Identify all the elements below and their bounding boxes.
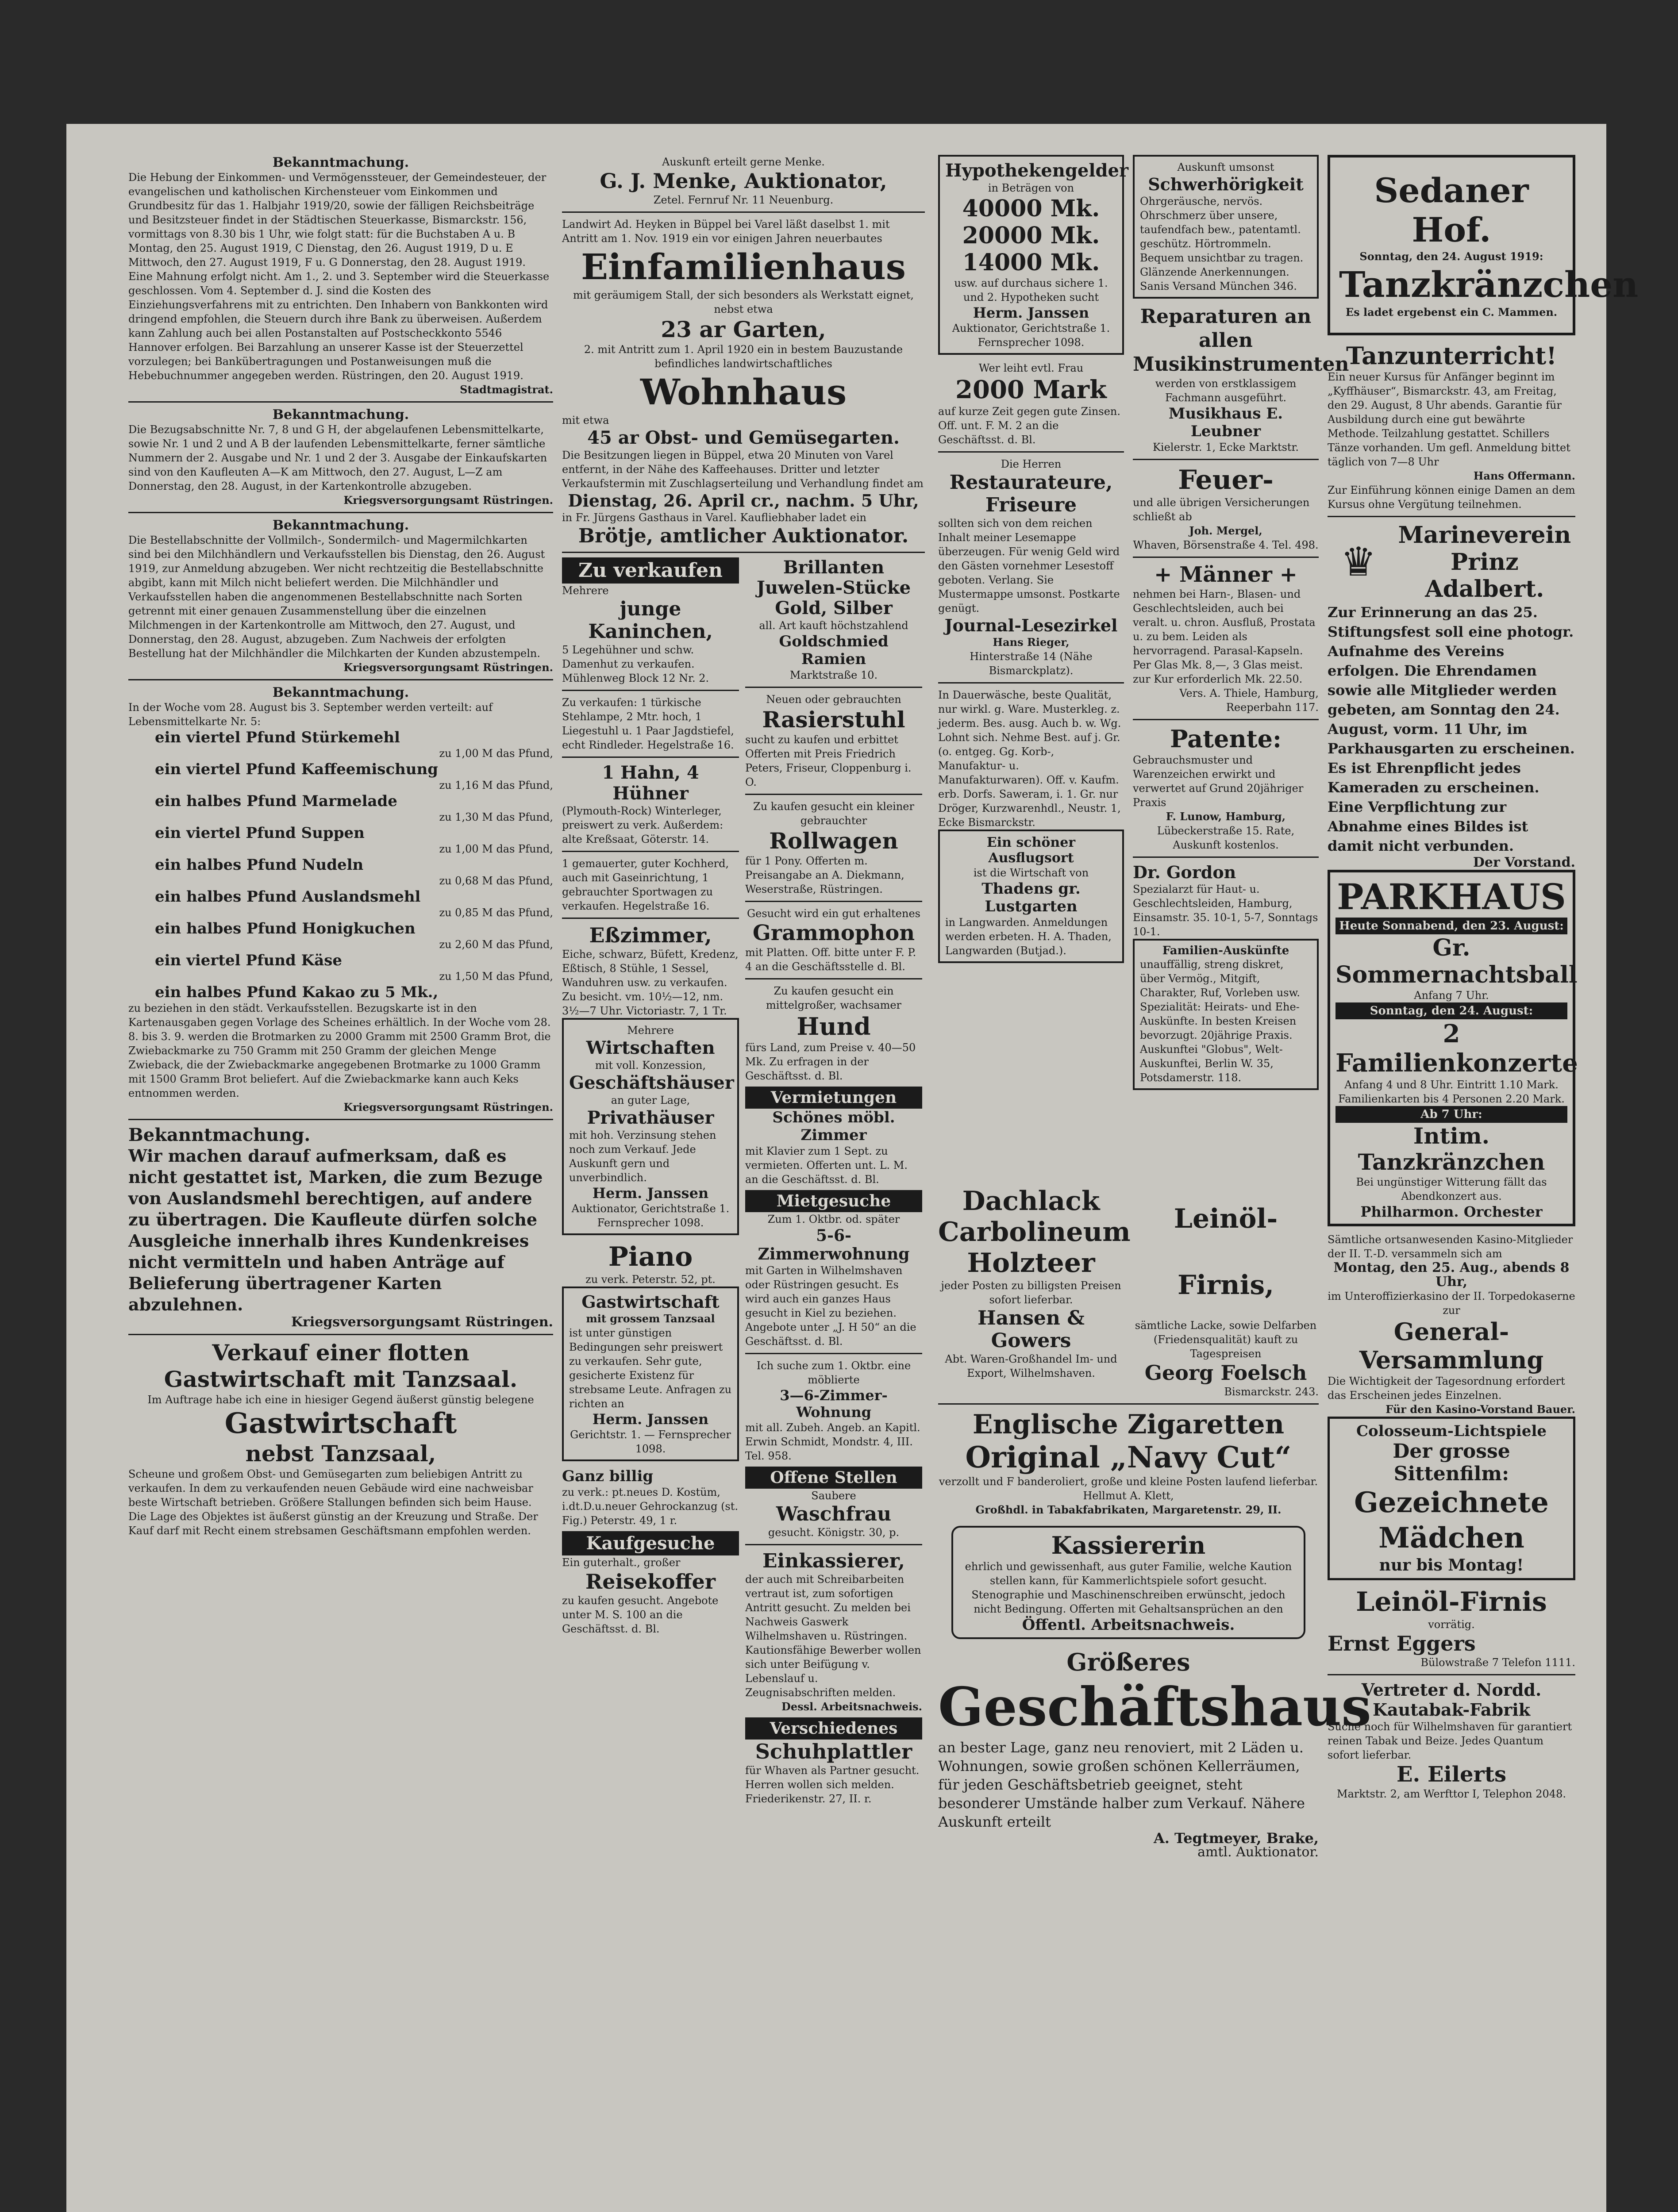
section-banner: Mietgesuche bbox=[745, 1190, 922, 1212]
ad-headline: Intim. Tanzkränzchen bbox=[1358, 1123, 1545, 1175]
ad-headline: 2000 Mark bbox=[955, 375, 1107, 404]
notice-text: In der Woche vom 28. August bis 3. September werden verteilt: auf Lebensmittelkarte Nr. 5: bbox=[128, 701, 493, 728]
ad-headline: 2 Familienkonzerte bbox=[1335, 1019, 1578, 1078]
notice-title: Bekanntmachung. bbox=[272, 155, 409, 170]
notice-signature: Kriegsversorgungsamt Rüstringen. bbox=[343, 1101, 553, 1114]
ad-text: 1 gemauerter, guter Kochherd, auch mit Gaseinrichtung, 1 gebrauchter Sportwagen zu verkaufen. Hegelstraße 16. bbox=[562, 857, 729, 912]
ad-headline: Marineverein bbox=[1398, 522, 1571, 549]
ad-headline: 23 ar Garten, bbox=[661, 316, 826, 342]
ad-headline: Einfamilienhaus bbox=[581, 246, 906, 288]
sale-subheadline: nebst Tanzsaal, bbox=[245, 1440, 436, 1467]
divider bbox=[562, 918, 739, 919]
column-3: Hypothekengelder in Beträgen von 40000 Mk. 20000 Mk. 14000 Mk. usw. auf durchaus sichere 1. und 2. Hypotheken sucht Herm. Janssen Auktionator, Gerichtstraße 1. Fernsprecher 1098. Wer leiht evtl. Frau 2000 Mark auf kurze Zeit gegen gute Zinsen. Off. unt. F. M. 2 an die Geschäftsst. d. Bl. Die Herren Restaurateure, Friseure sollten sich von dem reichen Inhalt meiner Lesemappe überzeugen. Für wenig Geld wird den Gästen vornehmer Lesestoff geboten. Verlang. Sie Mustermappe umsonst. Postkarte genügt. Journal-Lesezirkel Hans Rieger, Hinterstraße 14 (Nähe Bismarckplatz). In Dauerwäsche, beste Qualität, nur wirkl. g. Ware. Musterkleg. z. jederm. Bes. ausg. Auch b. w. Wg. Lohnt sich. Nehme Best. auf j. Gr. (o. entgeg. Gg. Korb-, Manufaktur- u. Manufakturwaren). Off. v. Kaufm. erb. Dorfs. Saweram, i. 1. Gr. nur Dröger, Kurzwarenhdl., Neustr. 1, Ecke Bismarckstr. Ein schöner Ausflugsort ist die Wirtschaft von Thadens gr. Lustgarten in Langwarden. Anmeldungen werden erbeten. H. A. Thaden, Langwarden (Butjad.). bbox=[938, 155, 1124, 1190]
divider bbox=[745, 1544, 922, 1545]
notice-title: Bekanntmachung. bbox=[128, 1125, 311, 1145]
ad-headline: Geschäftshaus bbox=[938, 1676, 1371, 1738]
ad-text: mit geräumigem Stall, der sich besonders als Werkstatt eignet, nebst etwa bbox=[573, 289, 914, 315]
ad-text: 2. mit Antritt zum 1. April 1920 ein in bestem Bauzustande befindliches landwirtschaftliches bbox=[584, 343, 903, 370]
parkhaus-ad: PARKHAUS Heute Sonnabend, den 23. August: Gr. Sommernachtsball Anfang 7 Uhr. Sonntag, den 24. August: 2 Familienkonzerte Anfang 4 und 8 Uhr. Eintritt 1.10 Mark. Familienkarten bis 4 Personen 2.20 Mark. Ab 7 Uhr: Intim. Tanzkränzchen Bei ungünstiger Witterung fällt das Abendkonzert aus. Philharmon. Orchester bbox=[1328, 870, 1575, 1226]
notice-title: Bekanntmachung. bbox=[272, 518, 409, 533]
ad-headline: Feuer- bbox=[1178, 465, 1274, 495]
ad-headline: Hund bbox=[797, 1012, 871, 1041]
ad-headline: Wohnhaus bbox=[640, 371, 847, 413]
ad-headline: Rollwagen bbox=[769, 828, 898, 854]
divider bbox=[1133, 719, 1319, 720]
ration-list bbox=[128, 729, 553, 1001]
ad-headline: Ein schöner Ausflugsort bbox=[986, 835, 1076, 866]
ad-headline: Privathäuser bbox=[587, 1107, 714, 1128]
marine-title bbox=[1394, 522, 1575, 603]
ad-headline: Tanzkränzchen bbox=[1339, 264, 1639, 305]
ad-headline: Carbolineum bbox=[938, 1217, 1131, 1248]
ad-headline: Eßzimmer, bbox=[589, 923, 712, 947]
ad-headline: Schwerhörigkeit bbox=[1148, 174, 1304, 194]
ad-headline: Wirtschaften bbox=[586, 1037, 715, 1058]
ad-headline: Holzteer bbox=[967, 1248, 1095, 1279]
notice-title: Bekanntmachung. bbox=[272, 685, 409, 700]
ad-headline: Patente: bbox=[1170, 725, 1282, 753]
ad-signature: Musikhaus E. Leubner bbox=[1168, 405, 1283, 440]
notice-text: Die Bezugsabschnitte Nr. 7, 8 und G H, der abgelaufenen Lebensmittelkarte, sowie Nr. 1 und 2 und A B der laufenden Lebensmittelkarte, ferner sämtliche Nummern der 2. Ausgabe und Nr. 1 und 2 der 3. Ausgabe der Einkaufskarten sind von den Kaufleuten A—K am Mittwoch, den 27. August, L—Z am Donnerstag, den 28. August, in der Kartenkontrolle abzugeben. bbox=[128, 423, 547, 492]
divider bbox=[128, 512, 553, 513]
divider bbox=[745, 978, 922, 979]
column-4: Auskunft umsonst Schwerhörigkeit Ohrgeräusche, nervös. Ohrschmerz über unsere, taufendfach bew., patentamtl. geschütz. Hörtrommeln. Bequem unsichtbar zu tragen. Glänzende Anerkennungen. Sanis Versand München 346. Reparaturen an allen Musikinstrumenten werden von erstklassigem Fachmann ausgeführt. Musikhaus E. Leubner Kielerstr. 1, Ecke Marktstr. Feuer- und alle übrigen Versicherungen schließt ab Joh. Mergel, Whaven, Börsenstraße 4. Tel. 498. + Männer + nehmen bei Harn-, Blasen- und Geschlechtsleiden, auch bei veralt. u. chron. Ausfluß, Prostata u. zu bem. Leiden als hervorragend. Parasal-Kapseln. Per Glas Mk. 8,—, 3 Glas meist. zur Kur erforderlich Mk. 22.50. Vers. A. Thiele, Hamburg, Reeperbahn 117. Patente: Gebrauchsmuster und Warenzeichen erwirkt und verwertet auf Grund 20jähriger Praxis F. Lunow, Hamburg, Lübeckerstraße 15. Rate, Auskunft kostenlos. Dr. Gordon Spezialarzt für Haut- u. Geschlechtsleiden, Hamburg, Einsamstr. 35. 10-1, 5-7, Sonntags 10-1. Familien-Auskünfte unauffällig, streng diskret, über Vermög., Mitgift, Charakter, Ruf, Vorleben usw. Spezialität: Heirats- und Ehe-Auskünfte. In besten Kreisen bevorzugt. 20jährige Praxis. Auskunftei "Globus", Welt-Auskunftei, Berlin W. 35, Potsdamerstr. 118. bbox=[1133, 155, 1319, 1190]
list-item: ein halbes Pfund Auslandsmehl zu 0,85 M das Pfund, bbox=[155, 888, 553, 919]
amount: 40000 Mk. bbox=[962, 195, 1100, 222]
ad-headline: Rasierstuhl bbox=[762, 707, 905, 733]
ad-headline: Schuhplattler bbox=[755, 1740, 912, 1763]
ad-signature: Herm. Janssen bbox=[592, 1411, 709, 1428]
sale-headline: Gastwirtschaft bbox=[224, 1407, 457, 1440]
notice-signature: Kriegsversorgungsamt Rüstringen. bbox=[343, 661, 553, 674]
ad-headline: Kassiererin bbox=[1051, 1531, 1206, 1559]
divider bbox=[562, 552, 925, 553]
divider bbox=[128, 1334, 553, 1335]
list-item: ein viertel Pfund Kaffeemischung zu 1,16 M das Pfund, bbox=[155, 760, 553, 791]
amount: 14000 Mk. bbox=[962, 249, 1100, 276]
divider bbox=[745, 794, 922, 795]
divider bbox=[1133, 856, 1319, 858]
wide-block: Dachlack Carbolineum Holzteer jeder Posten zu billigsten Preisen sofort lieferbar. Hansen & Gowers Abt. Waren-Großhandel Im- und Export, Wilhelmshaven. Leinöl-Firnis, sämtliche Lacke, sowie Delfarben (Friedensqualität) kauft zu Tagespreisen Georg Foelsch Bismarckstr. 243. Englische Zigaretten Original „Navy Cut“ verzollt und F banderoliert, große und kleine Posten laufend lieferbar. Hellmut A. Klett, Großhdl. in Tabakfabrikaten, Margaretenstr. 29, II. Kassiererin ehrlich und gewissenhaft, aus guter Familie, welche Kaution stellen kann, für Kammerlichtspiele sofort gesucht. Stenographie und Maschinenschreiben erwünscht, jedoch nicht Bedingung. Offerten mit Gehaltsansprüchen an den Öffentl. Arbeitsnachweis. Größeres Geschäftshaus an bester Lage, ganz neu renoviert, mit 2 Läden u. Wohnungen, sowie großen schönen Kellerräumen, für jeden Geschäftsbetrieb geeignet, steht besonderer Umstände halber zum Verkauf. Nähere Auskunft erteilt A. Tegtmeyer, Brake, amtl. Auktionator. bbox=[938, 1186, 1371, 1860]
ad-signature: Ernst Eggers bbox=[1328, 1632, 1476, 1655]
section-banner: Kaufgesuche bbox=[562, 1531, 739, 1555]
ad-headline: Leinöl-Firnis bbox=[1356, 1586, 1547, 1617]
ad-headline: Reisekoffer bbox=[585, 1570, 716, 1594]
divider bbox=[938, 1403, 1319, 1405]
ad-text: 5 Legehühner und schw. Damenhut zu verkaufen. Mühlenweg Block 12 Nr. 2. bbox=[562, 644, 709, 684]
wide-row bbox=[938, 1186, 1319, 1399]
divider bbox=[938, 682, 1124, 684]
hearing-ad: Auskunft umsonst Schwerhörigkeit Ohrgeräusche, nervös. Ohrschmerz über unsere, taufendfach bew., patentamtl. geschütz. Hörtrommeln. Bequem unsichtbar zu tragen. Glänzende Anerkennungen. Sanis Versand München 346. bbox=[1133, 155, 1319, 299]
sedaner-hof-ad: Sedaner Hof. Sonntag, den 24. August 1919: Tanzkränzchen Es ladet ergebenst ein C. Mammen. bbox=[1328, 155, 1575, 335]
ad-headline: Dachlack bbox=[962, 1186, 1100, 1217]
ad-headline: Grammophon bbox=[752, 921, 915, 945]
ad-headline: Gezeichnete Mädchen bbox=[1354, 1486, 1549, 1555]
divider bbox=[1133, 459, 1319, 460]
ad-headline: 45 ar Obst- und Gemüsegarten. bbox=[587, 427, 900, 448]
section-banner: Zu verkaufen bbox=[562, 557, 739, 584]
divider bbox=[1328, 516, 1575, 517]
marine-header bbox=[1328, 522, 1575, 603]
list-item: ein halbes Pfund Honigkuchen zu 2,60 M das Pfund, bbox=[155, 920, 553, 951]
ad-headline: Vertreter d. Nordd. Kautabak-Fabrik bbox=[1361, 1680, 1542, 1720]
ad-text: Eiche, schwarz, Büfett, Kredenz, Eßtisch, 8 Stühle, 1 Sessel, Wanduhren usw. zu verkaufen. Zu besicht. vm. 10½—12, nm. 3½—7 Uhr. Victoriastr. 7, 1 Tr. bbox=[562, 948, 739, 1017]
ad-headline: Gastwirtschaft bbox=[581, 1292, 720, 1312]
ad-headline: Prinz Adalbert. bbox=[1425, 549, 1544, 603]
divider bbox=[745, 687, 922, 688]
list-item: ein viertel Pfund Stürkemehl zu 1,00 M das Pfund, bbox=[155, 729, 553, 760]
ad-text: Mehrere bbox=[562, 584, 609, 597]
ad-headline: Geschäftshäuser bbox=[569, 1072, 734, 1093]
ad-intro: Größeres bbox=[1066, 1648, 1190, 1676]
ad-headline: Restaurateure, bbox=[949, 471, 1113, 494]
auctioneer-address: Zetel. Fernruf Nr. 11 Neuenburg. bbox=[653, 194, 834, 206]
column-1 bbox=[128, 155, 553, 2212]
ad-headline: Dr. Gordon bbox=[1133, 862, 1236, 882]
list-item: ein halbes Pfund Kakao zu 5 Mk., bbox=[155, 983, 439, 1001]
detective-ad: Familien-Auskünfte unauffällig, streng diskret, über Vermög., Mitgift, Charakter, Ruf, Vorleben usw. Spezialität: Heirats- und Ehe-Auskünfte. In besten Kreisen bevorzugt. 20jährige Praxis. Auskunftei "Globus", Welt-Auskunftei, Berlin W. 35, Potsdamerstr. 118. bbox=[1133, 939, 1319, 1090]
list-item: ein viertel Pfund Käse zu 1,50 M das Pfund, bbox=[155, 952, 553, 983]
ad-headline: Journal-Lesezirkel bbox=[944, 615, 1118, 635]
linseed-ad: Leinöl-Firnis, sämtliche Lacke, sowie Delfarben (Friedensqualität) kauft zu Tagespreisen Georg Foelsch Bismarckstr. 243. bbox=[1133, 1186, 1319, 1399]
amount: 20000 Mk. bbox=[962, 222, 1100, 249]
ad-headline: Friseure bbox=[985, 494, 1077, 516]
ad-headline: General-Versammlung bbox=[1359, 1317, 1544, 1374]
ad-headline: Hypothekengelder bbox=[945, 160, 1129, 181]
ad-headline: Familien-Auskünfte bbox=[1162, 944, 1289, 957]
excursion-ad: Ein schöner Ausflugsort ist die Wirtschaft von Thadens gr. Lustgarten in Langwarden. Anmeldungen werden erbeten. H. A. Thaden, Langwarden (Butjad.). bbox=[938, 830, 1124, 963]
ad-text: (Plymouth-Rock) Winterleger, preiswert zu verk. Außerdem: alte Kreßsaat, Göterstr. 14. bbox=[562, 805, 724, 845]
ad-signature: Philharmon. Orchester bbox=[1360, 1203, 1543, 1220]
ad-text: Zu verkaufen: 1 türkische Stehlampe, 2 Mtr. hoch, 1 Liegestuhl u. 1 Paar Jagdstiefel, echt Rindleder. Hegelstraße 16. bbox=[562, 696, 734, 751]
list-item: ein halbes Pfund Nudeln zu 0,68 M das Pfund, bbox=[155, 856, 553, 887]
notice-title: Bekanntmachung. bbox=[272, 407, 409, 422]
list-item: ein viertel Pfund Suppen zu 1,00 M das Pfund, bbox=[155, 824, 553, 855]
ad-signature: Herm. Janssen bbox=[973, 304, 1089, 321]
ad-headline: Reparaturen an allen Musikinstrumenten bbox=[1133, 305, 1349, 376]
ad-headline: Piano bbox=[608, 1241, 693, 1272]
notice-signature: Stadtmagistrat. bbox=[460, 383, 553, 396]
ad-date: Dienstag, 26. April cr., nachm. 5 Uhr, bbox=[568, 491, 919, 511]
crown-icon: ♛ bbox=[1340, 538, 1377, 585]
sale-intro: Im Auftrage habe ich eine in hiesiger Gegend äußerst günstig belegene bbox=[147, 1394, 534, 1406]
ad-signature: Hansen & Gowers bbox=[978, 1307, 1085, 1352]
column-5: Sedaner Hof. Sonntag, den 24. August 1919: Tanzkränzchen Es ladet ergebenst ein C. Mammen. Tanzunterricht! Ein neuer Kursus für Anfänger beginnt im „Kyffhäuser“, Bismarckstr. 43, am Freitag, den 29. August, 8 Uhr abends. Garantie für Ausbildung durch eine gut bewährte Methode. Teilzahlung gestattet. Schillers Tänze vorhanden. Um gefl. Anmeldung bittet täglich von 7—8 Uhr Hans Offermann. Zur Einführung können einige Damen an dem Kursus ohne Vergütung teilnehmen. ♛ Marineverein Prinz Adalbert. Zur Erinnerung an das 25. Stiftungsfest soll eine photogr. Aufnahme des Vereins erfolgen. Die Ehrendamen sowie alle Mitglieder werden gebeten, am Sonntag den 24. August, vorm. 11 Uhr, im Parkhausgarten zu erscheinen. Es ist Ehrenpflicht jedes Kameraden zu erscheinen. Eine Verpflichtung zur Abnahme eines Bildes ist damit nicht verbunden. Der Vorstand. PARKHAUS Heute Sonnabend, den 23. August: Gr. Sommernachtsball Anfang 7 Uhr. Sonntag, den 24. August: 2 Familienkonzerte Anfang 4 und 8 Uhr. Eintritt 1.10 Mark. Familienkarten bis 4 Personen 2.20 Mark. Ab 7 Uhr: Intim. Tanzkränzchen Bei ungünstiger Witterung fällt das Abendkonzert aus. Philharmon. Orchester Sämtliche ortsanwesenden Kasino-Mitglieder der II. T.-D. versammeln sich am Montag, den 25. Aug., abends 8 Uhr, im Unteroffizierkasino der II. Torpedokaserne zur General-Versammlung Die Wichtigkeit der Tagesordnung erfordert das Erscheinen jedes Einzelnen. Für den Kasino-Vorstand Bauer. Colosseum-Lichtspiele Der grosse Sittenfilm: Gezeichnete Mädchen nur bis Montag! Leinöl-Firnis vorrätig. Ernst Eggers Bülowstraße 7 Telefon 1111. Vertreter d. Nordd. Kautabak-Fabrik Suche noch für Wilhelmshaven für garantiert reinen Tabak und Beize. Jedes Quantum sofort lieferbar. E. Eilerts Marktstr. 2, am Werfttor I, Telephon 2048. bbox=[1328, 155, 1575, 2212]
colosseum-ad: Colosseum-Lichtspiele Der grosse Sittenfilm: Gezeichnete Mädchen nur bis Montag! bbox=[1328, 1417, 1575, 1580]
cashier-ad: Kassiererin ehrlich und gewissenhaft, aus guter Familie, welche Kaution stellen kann, für Kammerlichtspiele sofort gesucht. Stenographie und Maschinenschreiben erwünscht, jedoch nicht Bedingung. Offerten mit Gehaltsansprüchen an den Öffentl. Arbeitsnachweis. bbox=[951, 1526, 1305, 1639]
ad-signature: Herm. Janssen bbox=[592, 1185, 709, 1202]
ad-headline: Gr. Sommernachtsball bbox=[1335, 934, 1578, 988]
auctioneer-name: G. J. Menke, Auktionator, bbox=[600, 169, 887, 193]
divider bbox=[562, 757, 739, 758]
ad-headline: 3—6-Zimmer-Wohnung bbox=[780, 1387, 888, 1421]
divider bbox=[128, 1119, 553, 1120]
notice-text: Die Hebung der Einkommen- und Vermögenssteuer, der Gemeindesteuer, der evangelischen und katholischen Kirchensteuer vom Einkommen und Grundbesitz für das 1. Halbjahr 1919/20, sowie der fälligen Reichsbeiträge und Besitzsteuer findet in der Städtischen Steuerkasse, Bismarckstr. 156, vormittags von 8.30 bis 1 Uhr, wie folgt statt: für die Buchstaben A u. B Montag, den 25. August 1919, C Dienstag, den 26. August 1919, D u. E Mittwoch, den 27. August 1919, F u. G Donnerstag, den 28. August 1919. Eine Mahnung erfolgt nicht. Am 1., 2. und 3. September wird die Steuerkasse geschlossen. Vom 4. September d. J. sind die Kosten des Einziehungsverfahrens mit zu entrichten. Den Inhabern von Bankkonten wird dringend empfohlen, die Steuern durch ihre Bank zu überweisen. Außerdem kann Zahlung auch bei allen Postanstalten auf Postscheckkonto 5546 Hannover erfolgen. Bei Barzahlung an unserer Kasse ist der Steuerzettel vorzulegen; bei Bankübertragungen und Postanweisungen muß die Hebebuchnummer angegeben werden. Rüstringen, den 20. August 1919. bbox=[128, 171, 550, 382]
mortgage-ad: Hypothekengelder in Beträgen von 40000 Mk. 20000 Mk. 14000 Mk. usw. auf durchaus sichere 1. und 2. Hypotheken sucht Herm. Janssen Auktionator, Gerichtstraße 1. Fernsprecher 1098. bbox=[938, 155, 1124, 355]
ad-signature: E. Eilerts bbox=[1396, 1762, 1507, 1787]
ad-headline: Einkassierer, bbox=[762, 1550, 905, 1572]
notice-signature: Kriegsversorgungsamt Rüstringen. bbox=[291, 1314, 553, 1330]
notice-text: Wir machen darauf aufmerksam, daß es nicht gestattet ist, Marken, die zum Bezuge von Auslandsmehl berechtigen, auf andere zu übertragen. Die Kaufleute dürfen solche Ausgleiche innerhalb ihres Kundenkreises nicht vermitteln und haben Anträge auf Belieferung übertragener Karten abzulehnen. bbox=[128, 1146, 543, 1314]
ad-headline: 1 Hahn, 4 Hühner bbox=[602, 762, 699, 804]
ad-headline: junge Kaninchen, bbox=[588, 598, 713, 643]
column-2 bbox=[562, 155, 925, 2212]
notice-text: zu beziehen in den städt. Verkaufsstellen. Bezugskarte ist in den Kartenausgaben gegen Vorlage des Scheines erhältlich. In der Woche vom 28. 8. bis 3. 9. werden die Brotmarken zu 2000 Gramm mit 2500 Gramm Brot, die Zwiebackmarke zu 750 Gramm mit 250 Gramm der gleichen Menge Zwieback, die der Zwiebackmarke angegebenen Brotmarke zu 1000 Gramm mit 1500 Gramm Brot beliefert. Auf die Zwiebackmarke kann auch Keks entnommen werden. bbox=[128, 1002, 551, 1099]
sale-text: Scheune und großem Obst- und Gemüsegarten zum beliebigen Antritt zu verkaufen. In dem zu verkaufenden neuen Gebäude wird eine nachweisbar beste Wirtschaft betrieben. Größere Stallungen befinden sich beim Hause. Die Lage des Objektes ist äußerst günstig an der Kreuzung und Straße. Der Kauf darf mit Recht einem strebsamen Geschäftsmann empfohlen werden. bbox=[128, 1468, 538, 1537]
notice-text: Die Bestellabschnitte der Vollmilch-, Sondermilch- und Magermilchkarten sind bei den Milchhändlern und Verkaufsstellen bis Dienstag, den 26. August 1919, zur Anmeldung abzugeben. Wer nicht rechtzeitig die Bestellabschnitte abgibt, kann mit Milch nicht beliefert werden. Die Milchhändler und Verkaufsstellen haben die angenommenen Bestellabschnitte nach Sorten getrennt mit einer genauen Zusammenstellung über die einzelnen Milchmengen in der Kartenkontrolle am Mittwoch, den 27. August, und Donnerstag, den 28. August, abzugeben. Zum Nachweis der erfolgten Bestellung hat der Milchhändler die Milchkarten der Kunden abzustempeln. bbox=[128, 534, 545, 660]
divider bbox=[128, 679, 553, 680]
classifieds-area bbox=[562, 557, 925, 1806]
ad-topline: Auskunft erteilt gerne Menke. bbox=[662, 156, 825, 168]
tar-ad: Dachlack Carbolineum Holzteer jeder Posten zu billigsten Preisen sofort lieferbar. Hansen & Gowers Abt. Waren-Großhandel Im- und Export, Wilhelmshaven. bbox=[938, 1186, 1131, 1379]
ad-text: in Fr. Jürgens Gasthaus in Varel. Kaufliebhaber ladet ein bbox=[562, 511, 866, 524]
ad-headline: Englische Zigaretten bbox=[972, 1409, 1285, 1440]
ad-text: Landwirt Ad. Heyken in Büppel bei Varel läßt daselbst 1. mit Antritt am 1. Nov. 1919 ein vor einigen Jahren neuerbautes bbox=[562, 218, 890, 245]
ad-headline: Waschfrau bbox=[776, 1503, 892, 1525]
divider bbox=[128, 401, 553, 403]
classifieds-right: Brillanten Juwelen-Stücke Gold, Silber all. Art kauft höchstzahlend Goldschmied Ramien Marktstraße 10. Neuen oder gebrauchten Rasierstuhl sucht zu kaufen und erbittet Offerten mit Preis Friedrich Peters, Friseur, Cloppenburg i. O. Zu kaufen gesucht ein kleiner gebrauchter Rollwagen für 1 Pony. Offerten m. Preisangabe an A. Diekmann, Weserstraße, Rüstringen. Gesucht wird ein gut erhaltenes Grammophon mit Platten. Off. bitte unter F. P. 4 an die Geschäftsstelle d. Bl. Zu kaufen gesucht ein mittelgroßer, wachsamer Hund fürs Land, zum Preise v. 40—50 Mk. Zu erfragen in der Geschäftsst. d. Bl. Vermietungen Schönes möbl. Zimmer mit Klavier zum 1 Sept. zu vermieten. Offerten unt. L. M. an die Geschäftsst. d. Bl. Mietgesuche Zum 1. Oktbr. od. später 5-6-Zimmerwohnung mit Garten in Wilhelmshaven oder Rüstringen gesucht. Es wird auch ein ganzes Haus gesucht in Kiel zu beziehen. Angebote unter „J. H 50“ an die Geschäftsst. d. Bl. Ich suche zum 1. Oktbr. eine möblierte 3—6-Zimmer-Wohnung mit all. Zubeh. Angeb. an Kapitl. Erwin Schmidt, Mondstr. 4, III. Tel. 958. Offene Stellen Saubere Waschfrau gesucht. Königstr. 30, p. Einkassierer, der auch mit Schreibarbeiten vertraut ist, zum sofortigen Antritt gesucht. Zu melden bei Nachweis Gaswerk Wilhelmshaven u. Rüstringen. Kautionsfähige Bewerber wollen sich unter Beifügung v. Lebenslauf u. Zeugnisabschriften melden. Dessl. Arbeitsnachweis. Verschiedenes Schuhplattler für Whaven als Partner gesucht. Herren wollen sich melden. Friederikenstr. 27, II. r. bbox=[745, 557, 922, 1805]
ad-headline: + Männer + bbox=[1154, 562, 1297, 587]
divider bbox=[562, 690, 739, 691]
ad-signature: Georg Foelsch bbox=[1144, 1361, 1307, 1385]
ad-headline: Sedaner Hof. bbox=[1374, 171, 1529, 250]
section-banner: Vermietungen bbox=[745, 1087, 922, 1109]
classifieds-left: Zu verkaufen Mehrere junge Kaninchen, 5 Legehühner und schw. Damenhut zu verkaufen. Mühlenweg Block 12 Nr. 2. Zu verkaufen: 1 türkische Stehlampe, 2 Mtr. hoch, 1 Liegestuhl u. 1 Paar Jagdstiefel, echt Rindleder. Hegelstraße 16. 1 Hahn, 4 Hühner (Plymouth-Rock) Winterleger, preiswert zu verk. Außerdem: alte Kreßsaat, Göterstr. 14. 1 gemauerter, guter Kochherd, auch mit Gaseinrichtung, 1 gebrauchter Sportwagen zu verkaufen. Hegelstraße 16. Eßzimmer, Eiche, schwarz, Büfett, Kredenz, Eßtisch, 8 Stühle, 1 Sessel, Wanduhren usw. zu verkaufen. Zu besicht. vm. 10½—12, nm. 3½—7 Uhr. Victoriastr. 7, 1 Tr. Mehrere Wirtschaften mit voll. Konzession, Geschäftshäuser an guter Lage, Privathäuser mit hoh. Verzinsung stehen noch zum Verkauf. Jede Auskunft gern und unverbindlich. Herm. Janssen Auktionator, Gerichtstraße 1. Fernsprecher 1098. Piano zu verk. Peterstr. 52, pt. Gastwirtschaft mit grossem Tanzsaal ist unter günstigen Bedingungen sehr preiswert zu verkaufen. Sehr gute, gesicherte Existenz für strebsame Leute. Anfragen zu richten an Herm. Janssen Gerichtstr. 1. — Fernsprecher 1098. Ganz billig zu verk.: pt.neues D. Kostüm, i.dt.D.u.neuer Gehrockanzug (st. Fig.) Peterstr. 49, 1 r. Kaufgesuche Ein guterhalt., großer Reisekoffer zu kaufen gesucht. Angebote unter M. S. 100 an die Geschäftsst. d. Bl. bbox=[562, 557, 739, 1806]
ad-headline: Brillanten Juwelen-Stücke Gold, Silber bbox=[756, 557, 911, 618]
ad-text: mit etwa bbox=[562, 414, 609, 426]
ad-signature: Brötje, amtlicher Auktionator. bbox=[578, 525, 909, 547]
realestate-ad: Mehrere Wirtschaften mit voll. Konzession, Geschäftshäuser an guter Lage, Privathäuser mit hoh. Verzinsung stehen noch zum Verkauf. Jede Auskunft gern und unverbindlich. Herm. Janssen Auktionator, Gerichtstraße 1. Fernsprecher 1098. bbox=[562, 1018, 739, 1235]
divider bbox=[745, 1353, 922, 1354]
divider bbox=[1133, 557, 1319, 558]
section-banner: Offene Stellen bbox=[745, 1467, 922, 1489]
ad-headline: Thadens gr. Lustgarten bbox=[981, 880, 1081, 915]
list-item: ein halbes Pfund Marmelade zu 1,30 M das Pfund, bbox=[155, 792, 553, 823]
divider bbox=[938, 451, 1124, 453]
ad-headline: Ganz billig bbox=[562, 1467, 654, 1485]
divider bbox=[562, 851, 739, 852]
ad-headline: Colosseum-Lichtspiele bbox=[1356, 1422, 1547, 1440]
section-banner: Verschiedenes bbox=[745, 1717, 922, 1740]
ad-headline: Tanzunterricht! bbox=[1346, 342, 1557, 370]
ad-headline: 5-6-Zimmerwohnung bbox=[758, 1226, 910, 1263]
ad-headline: PARKHAUS bbox=[1337, 876, 1566, 918]
notice-signature: Kriegsversorgungsamt Rüstringen. bbox=[343, 494, 553, 507]
ad-headline: Original „Navy Cut“ bbox=[965, 1440, 1292, 1475]
newspaper-page bbox=[66, 124, 1639, 2212]
divider bbox=[745, 901, 922, 902]
ad-signature: Öffentl. Arbeitsnachweis. bbox=[1022, 1616, 1235, 1634]
ad-text: Die Besitzungen liegen in Büppel, etwa 20 Minuten von Varel entfernt, in der Nähe des Kaffeehauses. Dritter und letzter Verkaufstermin mit Zuschlagserteilung und Verhandlung findet am bbox=[562, 449, 924, 490]
sale-title: Verkauf einer flotten Gastwirtschaft mit Tanzsaal. bbox=[164, 1340, 518, 1392]
ad-headline: Leinöl-Firnis, bbox=[1174, 1203, 1278, 1301]
divider bbox=[562, 211, 925, 213]
divider bbox=[1328, 1674, 1575, 1675]
gastwirtschaft-ad: Gastwirtschaft mit grossem Tanzsaal ist unter günstigen Bedingungen sehr preiswert zu verkaufen. Sehr gute, gesicherte Existenz für strebsame Leute. Anfragen zu richten an Herm. Janssen Gerichtstr. 1. — Fernsprecher 1098. bbox=[562, 1286, 739, 1461]
ad-signature: Goldschmied Ramien bbox=[779, 633, 889, 668]
ad-headline: Schönes möbl. Zimmer bbox=[772, 1109, 895, 1144]
